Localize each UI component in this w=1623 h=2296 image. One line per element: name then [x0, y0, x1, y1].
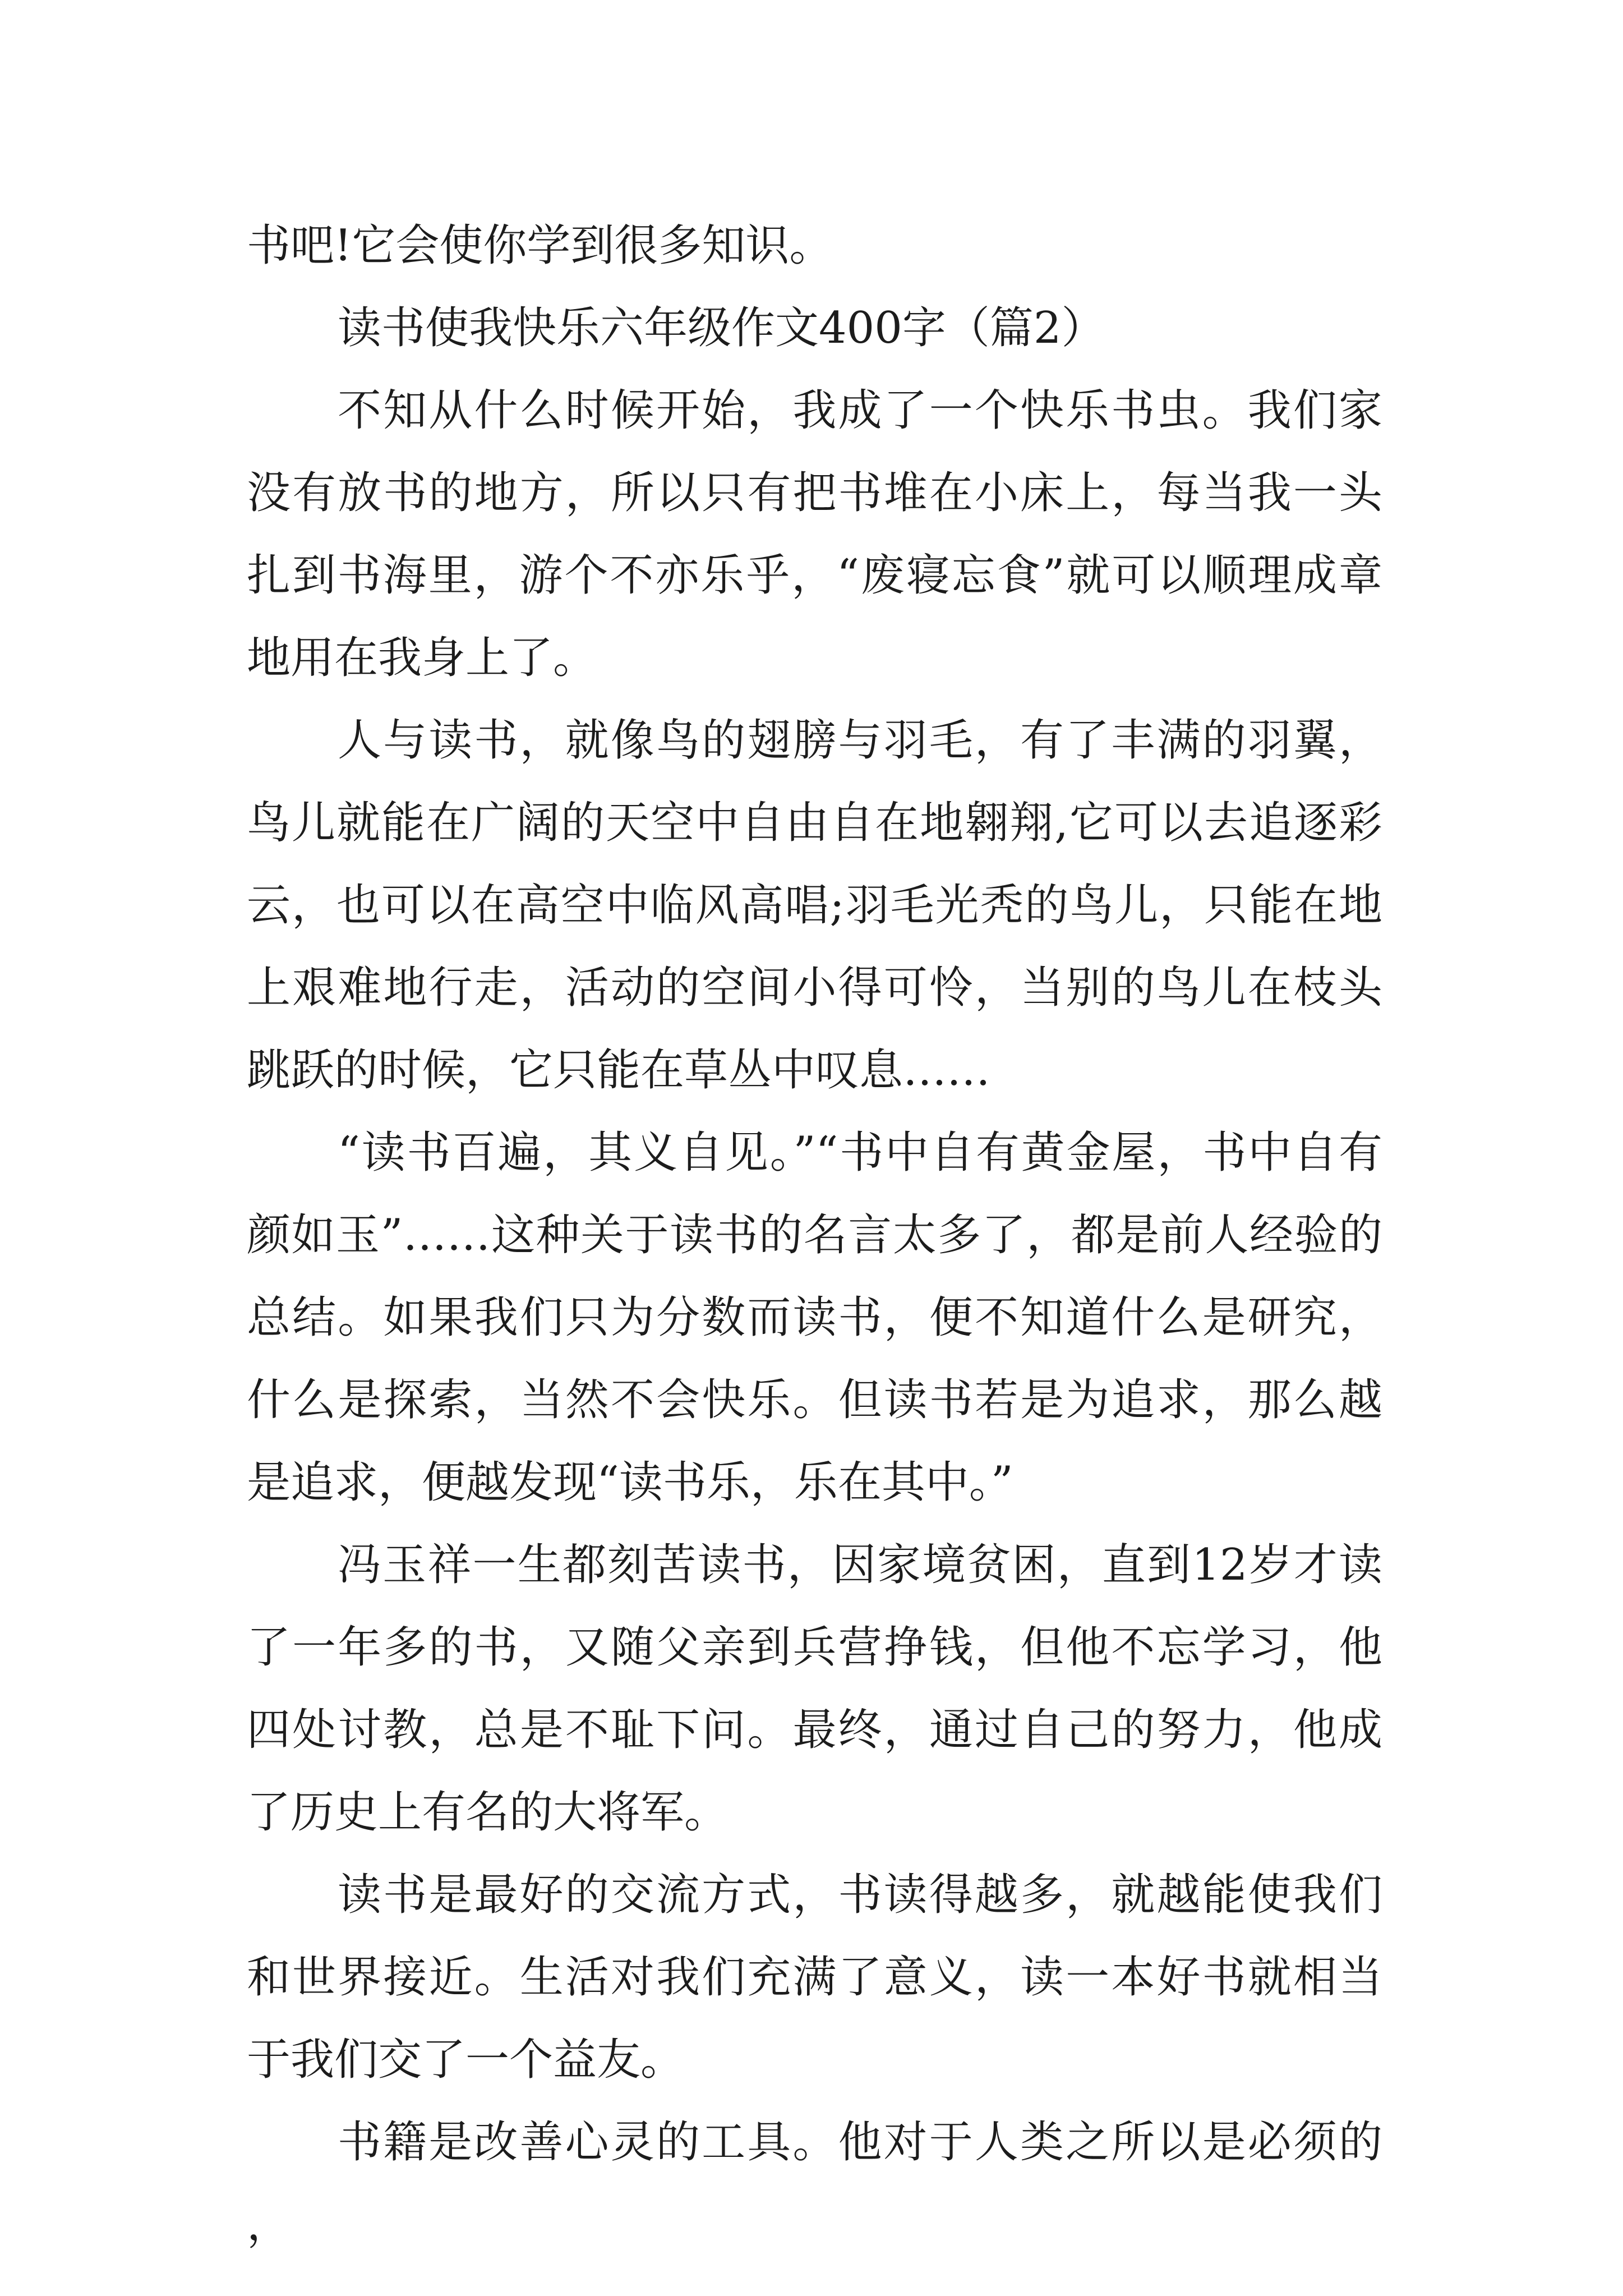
paragraph: 读书是最好的交流方式，书读得越多，就越能使我们和世界接近。生活对我们充满了意义，读一本好书就相当于我们交了一个益友。 [247, 1870, 1382, 2085]
paragraph: 人与读书，就像鸟的翅膀与羽毛，有了丰满的羽翼，鸟儿就能在广阔的天空中自由自在地翱翔,它可以去追逐彩云，也可以在高空中临风高唱;羽毛光秃的鸟儿，只能在地上艰难地行走，活动的空间小得可怜，当别的鸟儿在枝头跳跃的时候，它只能在草丛中叹息…… [247, 715, 1382, 1096]
paragraph-continuation: 书吧!它会使你学到很多知识。 [247, 220, 833, 271]
paragraph: 不知从什么时候开始，我成了一个快乐书虫。我们家没有放书的地方，所以只有把书堆在小床上，每当我一头扎到书海里，游个不亦乐乎，“废寝忘食”就可以顺理成章地用在我身上了。 [247, 385, 1382, 683]
essay-heading: 读书使我快乐六年级作文400字（篇2） [338, 303, 1105, 353]
paragraph: “读书百遍，其义自见。”“书中自有黄金屋，书中自有颜如玉”……这种关于读书的名言太多了，都是前人经验的总结。如果我们只为分数而读书，便不知道什么是研究，什么是探索，当然不会快乐。但读书若是为追求，那么越是追求，便越发现“读书乐，乐在其中。” [247, 1128, 1382, 1508]
paragraph: 书籍是改善心灵的工具。他对于人类之所以是必须的， [247, 2117, 1382, 2250]
document-body [247, 205, 1382, 2266]
paragraph: 冯玉祥一生都刻苦读书，因家境贫困，直到12岁才读了一年多的书，又随父亲到兵营挣钱，但他不忘学习，他四处讨教，总是不耻下问。最终，通过自己的努力，他成了历史上有名的大将军。 [247, 1540, 1382, 1838]
